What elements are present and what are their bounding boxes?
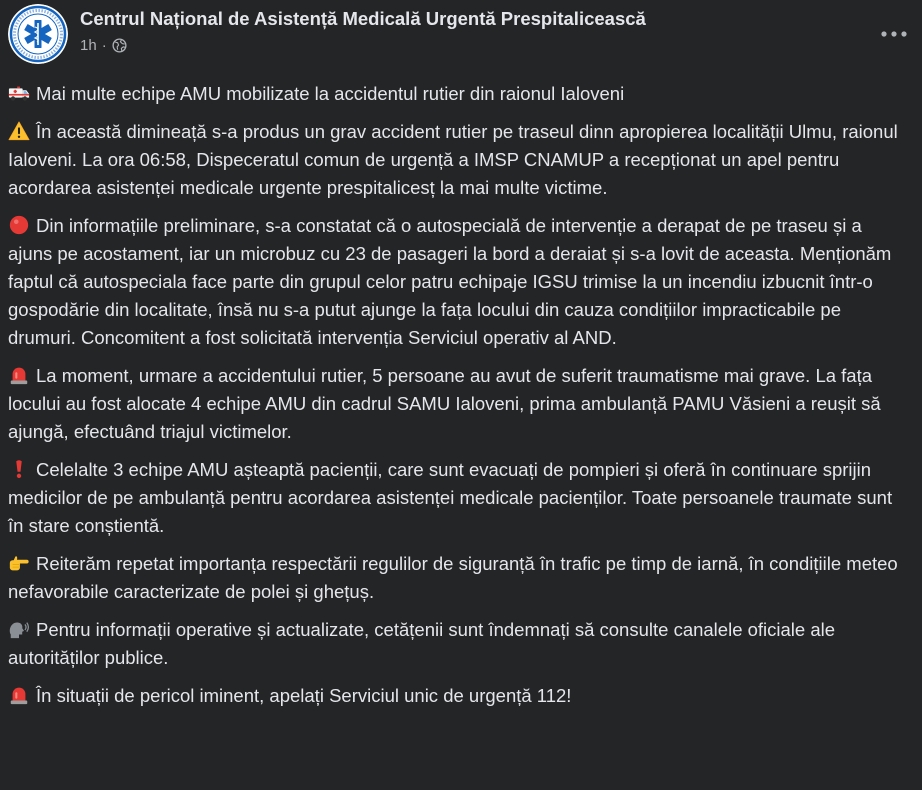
globe-icon bbox=[112, 38, 127, 53]
siren-icon bbox=[8, 684, 30, 706]
paragraph-text: Celelalte 3 echipe AMU așteaptă pacienții, care sunt evacuați de pompieri și oferă în continuare sprijin medicilor de pe ambulanță pentru acordarea asistenței medicale pacienților. Toate persoanele traumate sunt în stare conștientă. bbox=[8, 459, 893, 536]
post-paragraph bbox=[8, 80, 910, 108]
paragraph-text: În această dimineață s-a produs un grav accident rutier pe traseul dinn apropierea localității Ulmu, raionul Ialoveni. La ora 06:58, Dispeceratul comun de urgență a IMSP CNAMUP a recepționat un apel pentru acordarea asistenței medicale urgente prespitalicesț la mai multe victime. bbox=[8, 121, 898, 198]
post-paragraph bbox=[8, 456, 910, 540]
post-header bbox=[0, 0, 922, 74]
page-name-link[interactable]: Centrul Național de Asistență Medicală Urgentă Prespitalicească bbox=[80, 8, 646, 29]
paragraph-text: Pentru informații operative și actualizate, cetățenii sunt îndemnați să consulte canalele oficiale ale autorităților publice. bbox=[8, 619, 836, 668]
star-of-life-logo-icon bbox=[8, 4, 68, 64]
post-body bbox=[0, 74, 922, 710]
paragraph-text: Din informațiile preliminare, s-a constatat că o autospecială de intervenție a derapat de pe traseu și a ajuns pe acostament, iar un microbuz cu 23 de pasageri la bord a deraiat și s-a lovit de aceasta. Menționăm faptul că autospeciala face parte din grupul celor patru echipaje IGSU trimise la un incendiu izbucnit într-o gospodărie din localitate, însă nu s-a putut ajunge la fața locului din cauza condițiilor impracticabile pe drumuri. Concomitent a fost solicitată intervenția Serviciul operativ al AND. bbox=[8, 215, 892, 348]
post-paragraph bbox=[8, 550, 910, 606]
more-options-icon bbox=[880, 30, 908, 38]
post-timestamp[interactable]: 1h bbox=[80, 37, 97, 54]
speaking-head-icon bbox=[8, 618, 30, 640]
paragraph-text: La moment, urmare a accidentului rutier, 5 persoane au avut de suferit traumatisme mai grave. La fața locului au fost alocate 4 echipe AMU din cadrul SAMU Ialoveni, prima ambulanță PAMU Văsieni a reușit să ajungă, efectuând triajul victimelor. bbox=[8, 365, 881, 442]
meta-separator: · bbox=[101, 37, 107, 54]
exclamation-icon bbox=[8, 458, 30, 480]
post-paragraph bbox=[8, 682, 910, 710]
post-paragraph bbox=[8, 616, 910, 672]
more-options-button[interactable] bbox=[878, 22, 910, 46]
post-paragraph bbox=[8, 212, 910, 352]
post-meta bbox=[80, 37, 127, 54]
siren-icon bbox=[8, 364, 30, 386]
pointing-hand-icon bbox=[8, 552, 30, 574]
ambulance-icon bbox=[8, 82, 30, 104]
warning-icon bbox=[8, 120, 30, 142]
paragraph-text: Reiterăm repetat importanța respectării regulilor de siguranță în trafic pe timp de iarnă, în condițiile meteo nefavorabile caracterizate de polei și ghețuș. bbox=[8, 553, 898, 602]
post-paragraph bbox=[8, 362, 910, 446]
paragraph-text: În situații de pericol iminent, apelați Serviciul unic de urgență 112! bbox=[36, 685, 572, 706]
paragraph-text: Mai multe echipe AMU mobilizate la accidentul rutier din raionul Ialoveni bbox=[36, 83, 625, 104]
post-paragraph bbox=[8, 118, 910, 202]
avatar[interactable] bbox=[8, 4, 68, 64]
red-circle-icon bbox=[8, 214, 30, 236]
